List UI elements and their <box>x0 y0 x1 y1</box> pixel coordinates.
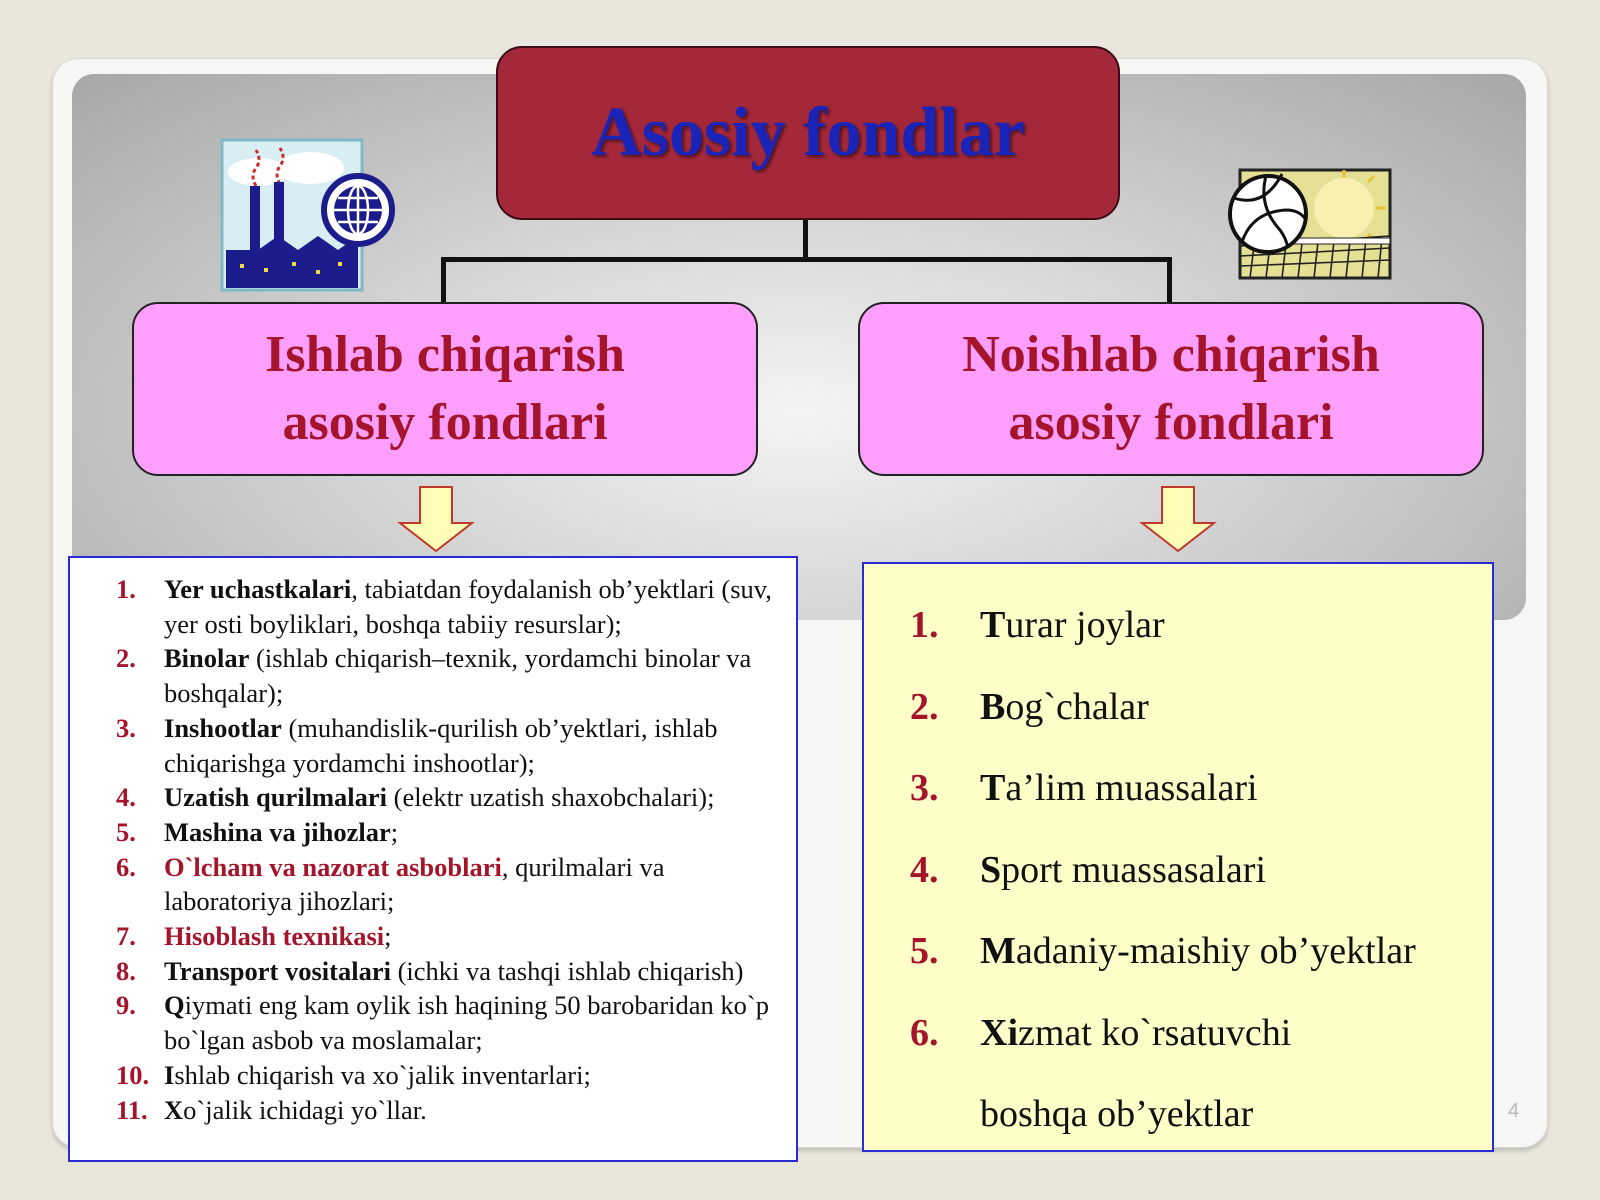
nonproduction-category-line1: Noishlab chiqarish <box>962 326 1380 383</box>
list-item-number: 6. <box>116 851 136 882</box>
list-item-highlight: O`lcham va nazorat asboblari <box>164 851 502 882</box>
list-item <box>910 1012 1492 1094</box>
list-item-text <box>164 850 776 919</box>
list-item-rest: og`chalar <box>1005 685 1149 728</box>
list-item <box>116 641 776 710</box>
list-item-term: Binolar <box>164 643 250 674</box>
list-item-rest: adaniy-maishiy ob’yektlar <box>1015 930 1416 972</box>
volleyball-net-icon <box>1226 168 1394 282</box>
list-item <box>116 780 776 815</box>
list-item <box>116 954 776 989</box>
list-item-text <box>164 988 776 1057</box>
list-item-description: ; <box>384 921 392 952</box>
list-item-number: 4. <box>910 848 939 891</box>
down-arrow-icon <box>396 485 476 553</box>
list-item-text <box>980 604 1165 686</box>
connector-left-drop <box>441 257 446 303</box>
list-item-description: (ichki va tashqi ishlab chiqarish) <box>390 955 744 986</box>
title-box <box>496 46 1120 220</box>
list-item-text <box>980 686 1149 768</box>
list-item-rest: boshqa ob’yektlar <box>980 1093 1254 1135</box>
list-item <box>116 919 776 954</box>
connector-bar <box>441 257 1172 262</box>
factory-globe-icon <box>218 138 400 294</box>
list-item-text <box>980 767 1258 849</box>
list-item-description: (elektr uzatish shaxobchalari); <box>387 782 715 813</box>
list-item-number: 2. <box>910 685 939 728</box>
list-item-text <box>164 954 776 989</box>
list-item-text <box>980 1012 1291 1094</box>
list-item-initial: M <box>980 930 1016 972</box>
list-item <box>116 1093 776 1128</box>
list-item-initial: Xi <box>980 1011 1018 1054</box>
list-item-text <box>980 1093 1253 1175</box>
list-item <box>116 1058 776 1093</box>
list-item-term: Q <box>164 990 185 1021</box>
list-item-description: (ishlab chiqarish–texnik, yordamchi binolar va boshqalar); <box>164 643 752 709</box>
list-item-text <box>164 1058 776 1093</box>
list-item-number: 3. <box>116 712 136 743</box>
list-item-number: 10. <box>116 1059 150 1090</box>
production-category-box <box>132 302 758 476</box>
list-item <box>910 1093 1492 1175</box>
list-item-rest: urar joylar <box>1005 604 1165 646</box>
list-item-number: 8. <box>116 955 136 986</box>
list-item-number: 4. <box>116 782 136 813</box>
list-item-number: 6. <box>910 1011 939 1054</box>
list-item <box>116 850 776 919</box>
list-item-rest: a’lim muassalari <box>1005 767 1258 809</box>
list-item-description: o`jalik ichidagi yo`llar. <box>183 1094 427 1125</box>
list-item-text <box>980 849 1266 931</box>
list-item-term: Transport vositalari <box>164 955 391 986</box>
production-category-line2: asosiy fondlari <box>282 394 608 451</box>
list-item-initial: T <box>980 767 1006 809</box>
list-item-number: 5. <box>116 816 136 847</box>
list-item-term: I <box>164 1059 175 1090</box>
list-item-initial: B <box>980 685 1006 728</box>
list-item-text <box>164 780 776 815</box>
list-item <box>116 815 776 850</box>
list-item-text <box>164 641 776 710</box>
list-item-number: 7. <box>116 921 136 952</box>
list-item-number: 1. <box>910 604 939 646</box>
page-number: 4 <box>1508 1100 1520 1122</box>
list-item-term: X <box>164 1094 184 1125</box>
list-item-highlight: Hisoblash texnikasi <box>164 921 385 952</box>
list-item-number: 9. <box>116 990 136 1021</box>
connector-trunk <box>803 216 808 260</box>
list-item <box>910 930 1492 1012</box>
list-item-initial: T <box>980 604 1006 646</box>
list-item-description: ; <box>390 816 399 847</box>
list-item-number: 3. <box>910 767 939 809</box>
list-item <box>116 572 776 641</box>
production-category-line1: Ishlab chiqarish <box>265 326 625 383</box>
list-item <box>116 711 776 780</box>
list-item-initial: S <box>980 848 1002 891</box>
nonproduction-category-line2: asosiy fondlari <box>1008 394 1334 451</box>
list-item-number: 5. <box>910 930 939 972</box>
title-text: Asosiy fondlar <box>591 94 1025 171</box>
list-item-rest: zmat ko`rsatuvchi <box>1018 1011 1292 1054</box>
list-item-term: Inshootlar <box>164 712 282 743</box>
list-item-text <box>164 572 776 641</box>
list-item-text <box>164 919 776 954</box>
list-item-number <box>910 1093 980 1175</box>
list-item-rest: port muassasalari <box>1001 848 1267 891</box>
nonproduction-category-box <box>858 302 1484 476</box>
connector-right-drop <box>1167 257 1172 303</box>
list-item <box>910 686 1492 768</box>
list-item <box>910 767 1492 849</box>
nonproduction-assets-list <box>862 562 1494 1152</box>
list-item-text <box>980 930 1416 1012</box>
list-item-term: Uzatish qurilmalari <box>164 782 388 813</box>
list-item-text <box>164 711 776 780</box>
list-item <box>910 849 1492 931</box>
list-item-description: (muhandislik-qurilish ob’yektlari, ishlab chiqarishga yordamchi inshootlar); <box>164 712 718 778</box>
list-item-term: Yer uchastkalari <box>164 574 352 604</box>
production-assets-list <box>68 556 798 1162</box>
list-item-number: 11. <box>116 1094 148 1125</box>
list-item-text <box>164 1093 776 1128</box>
list-item-description: , qurilmalari va laboratoriya jihozlari; <box>164 851 665 917</box>
list-item-number: 1. <box>116 574 136 604</box>
list-item-description: shlab chiqarish va xo`jalik inventarlari; <box>174 1059 591 1090</box>
list-item-number: 2. <box>116 643 136 674</box>
list-item-term: Mashina va jihozlar <box>164 816 391 847</box>
list-item <box>910 604 1492 686</box>
list-item-description: , tabiatdan foydalanish ob’yektlari (suv, yer osti boyliklari, boshqa tabiiy resurslar); <box>164 574 772 639</box>
list-item-description: iymati eng kam oylik ish haqining 50 barobaridan ko`p bo`lgan asbob va moslamalar; <box>164 990 769 1056</box>
list-item-text <box>164 815 776 850</box>
down-arrow-icon <box>1138 485 1218 553</box>
list-item <box>116 988 776 1057</box>
